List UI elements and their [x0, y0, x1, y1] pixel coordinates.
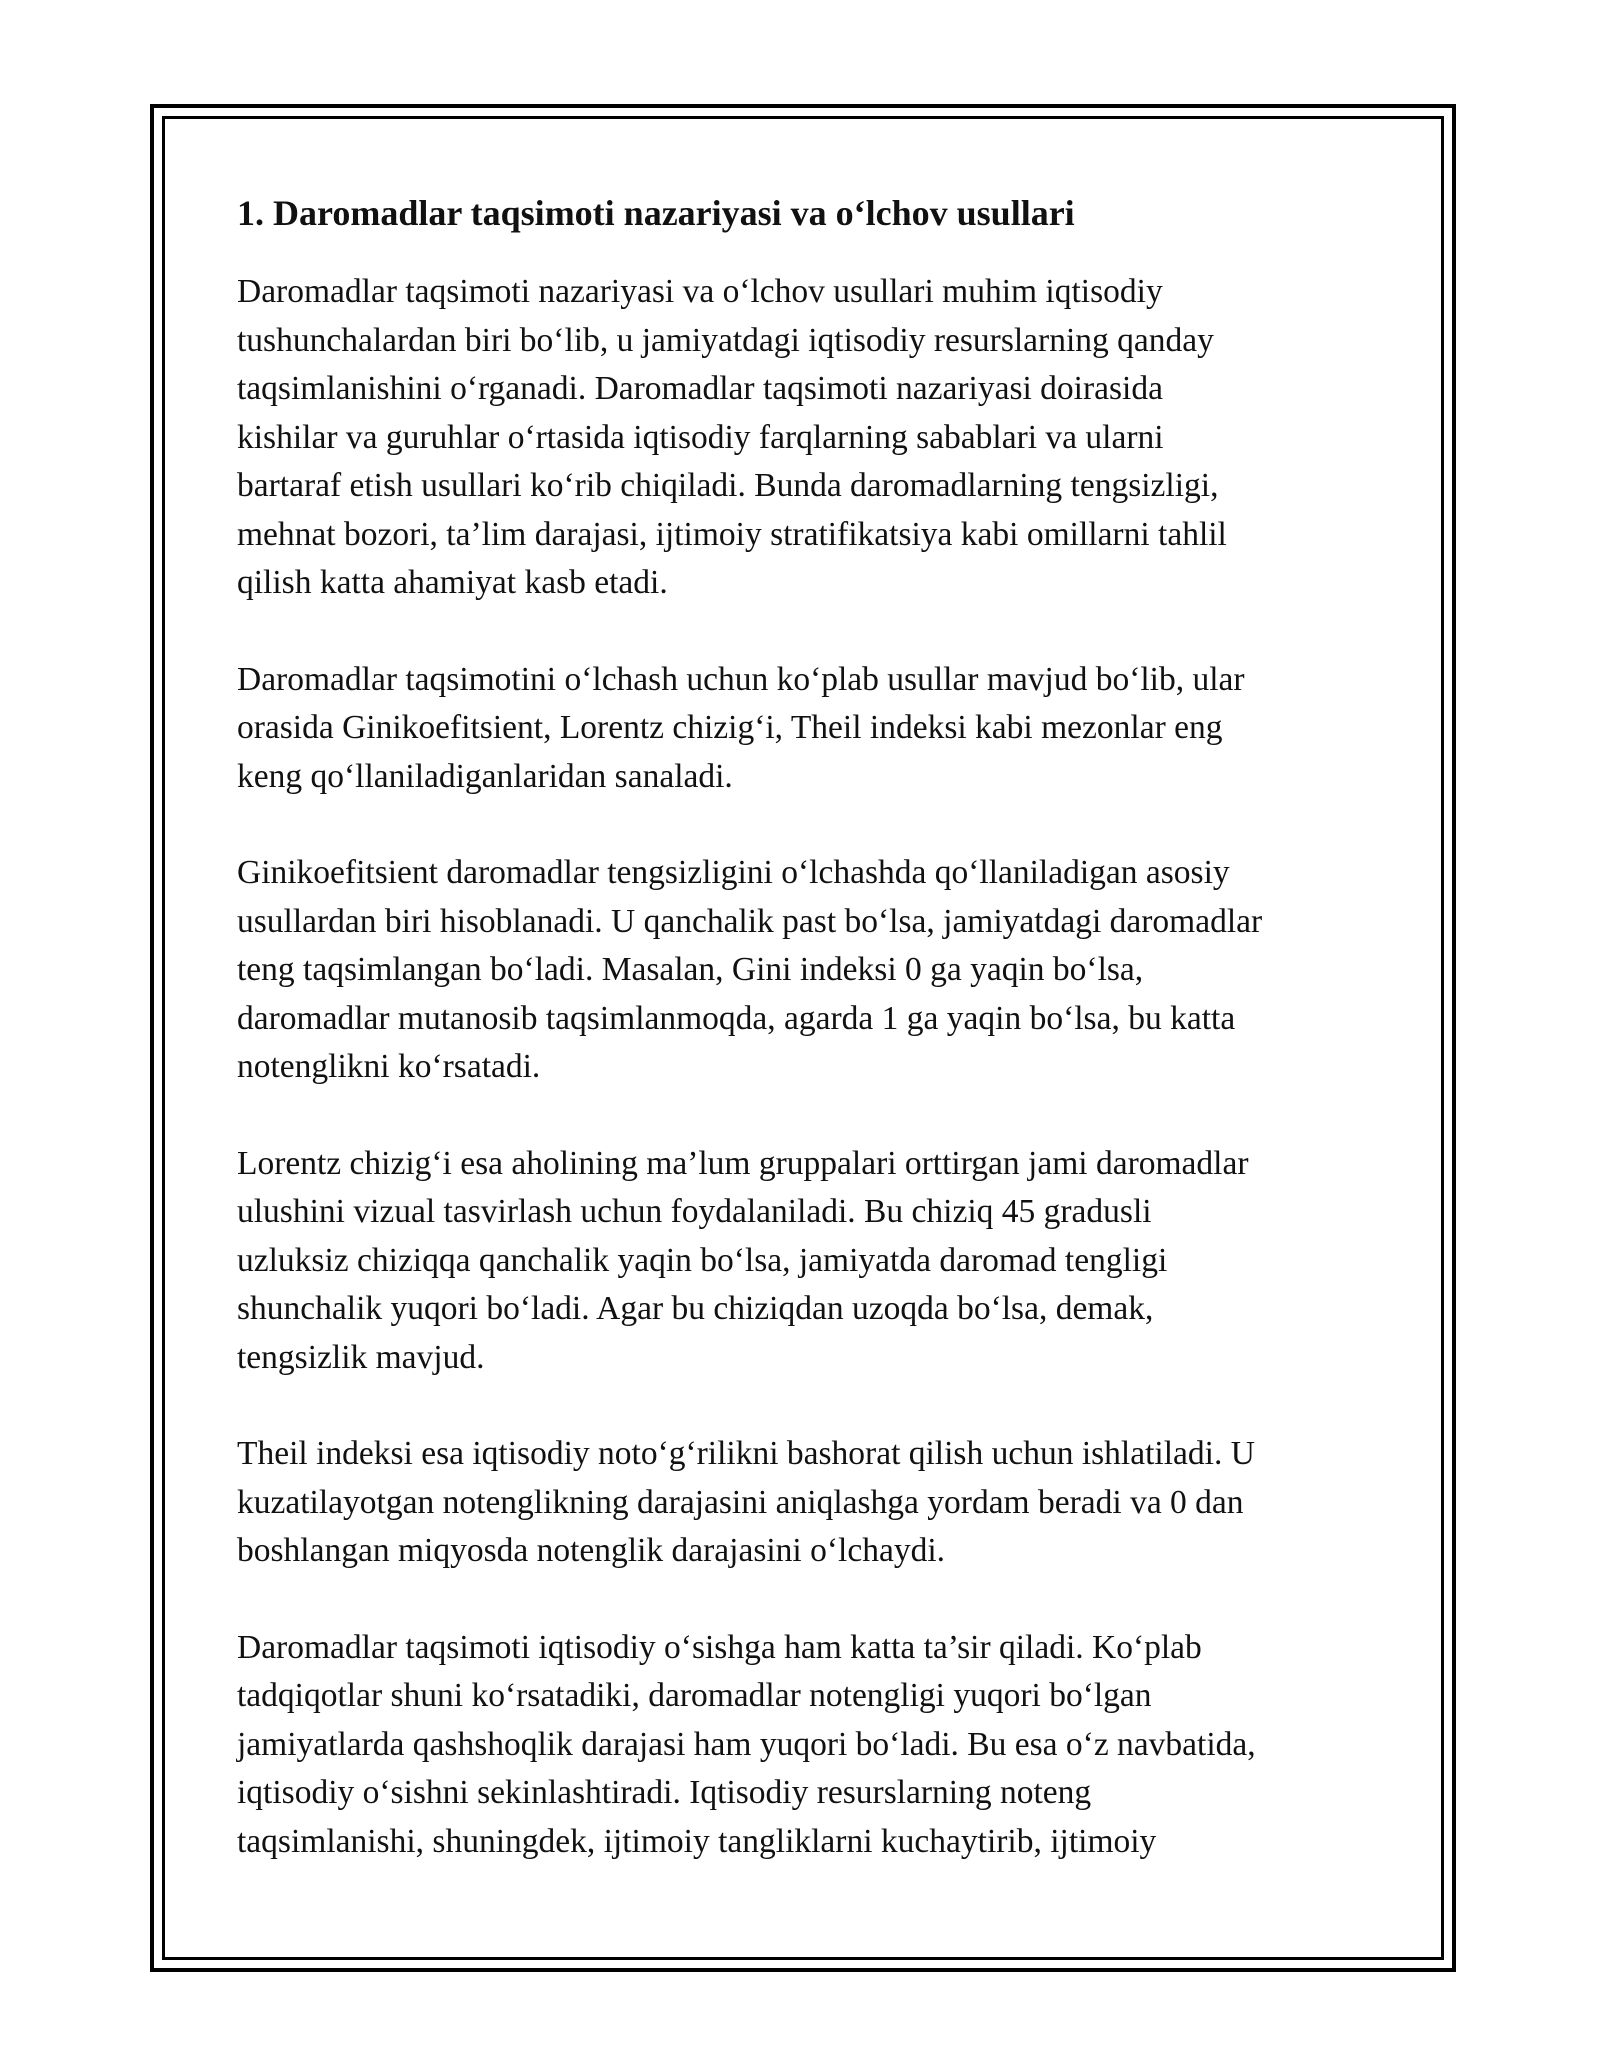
paragraph-measurement-methods: Daromadlar taqsimotini o‘lchash uchun ko‘plab usullar mavjud bo‘lib, ular orasida Ginikoefitsient, Lorentz chizig‘i, Theil indeksi kabi mezonlar eng keng qo‘llaniladiganlaridan sanaladi. — [237, 660, 1245, 795]
document-body — [237, 188, 1367, 1866]
paragraph-intro: Daromadlar taqsimoti nazariyasi va o‘lchov usullari muhim iqtisodiy tushunchalardan biri bo‘lib, u jamiyatdagi iqtisodiy resurslarning qanday taqsimlanishini o‘rganadi. Daromadlar taqsimoti nazariyasi doirasida kishilar va guruhlar o‘rtasida iqtisodiy farqlarning sabablari va ularni bartaraf etish usullari ko‘rib chiqiladi. Bunda daromadlarning tengsizligi, mehnat bozori, ta’lim darajasi, ijtimoiy stratifikatsiya kabi omillarni tahlil qilish katta ahamiyat kasb etadi. — [237, 273, 1227, 601]
paragraph-lorentz: Lorentz chizig‘i esa aholining ma’lum gruppalari orttirgan jami daromadlar ulushini vizual tasvirlash uchun foydalaniladi. Bu chiziq 45 gradusli uzluksiz chiziqqa qanchalik yaqin bo‘lsa, jamiyatda daromad tengligi shunchalik yuqori bo‘ladi. Agar bu chiziqdan uzoqda bo‘lsa, demak, tengsizlik mavjud. — [237, 1144, 1249, 1376]
paragraph-theil: Theil indeksi esa iqtisodiy noto‘g‘rilikni bashorat qilish uchun ishlatiladi. U kuzatilayotgan notenglikning darajasini aniqlashga yordam beradi va 0 dan boshlangan miqyosda notenglik darajasini o‘lchaydi. — [237, 1435, 1255, 1569]
section-heading: 1. Daromadlar taqsimoti nazariyasi va o‘lchov usullari — [237, 193, 1075, 233]
paragraph-gini: Ginikoefitsient daromadlar tengsizligini o‘lchashda qo‘llaniladigan asosiy usullardan biri hisoblanadi. U qanchalik past bo‘lsa, jamiyatdagi daromadlar teng taqsimlangan bo‘ladi. Masalan, Gini indeksi 0 ga yaqin bo‘lsa, daromadlar mutanosib taqsimlanmoqda, agarda 1 ga yaqin bo‘lsa, bu katta notenglikni ko‘rsatadi. — [237, 854, 1263, 1085]
paragraph-growth-impact: Daromadlar taqsimoti iqtisodiy o‘sishga ham katta ta’sir qiladi. Ko‘plab tadqiqotlar shuni ko‘rsatadiki, daromadlar notengligi yuqori bo‘lgan jamiyatlarda qashshoqlik darajasi ham yuqori bo‘ladi. Bu esa o‘z navbatida, iqtisodiy o‘sishni sekinlashtiradi. Iqtisodiy resurslarning noteng taqsimlanishi, shuningdek, ijtimoiy tangliklarni kuchaytirib, ijtimoiy — [237, 1628, 1256, 1860]
